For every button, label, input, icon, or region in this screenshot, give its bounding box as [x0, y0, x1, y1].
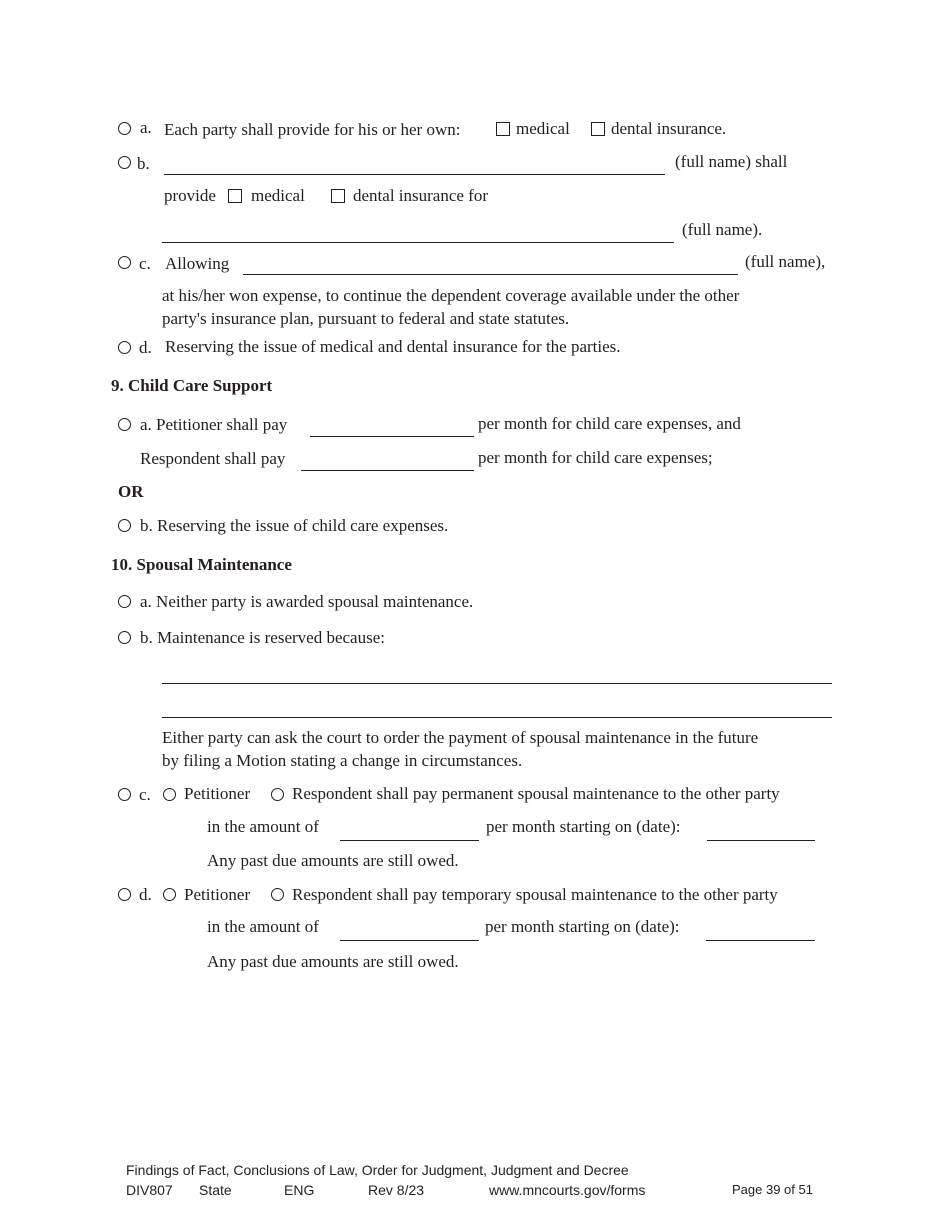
footer-language: ENG	[284, 1182, 315, 1198]
spousal-c-starting-label: per month starting on (date):	[486, 817, 681, 836]
insurance-a-text: Each party shall provide for his or her own:	[164, 120, 461, 139]
spousal-d-starting-label: per month starting on (date):	[485, 917, 680, 936]
spousal-reason-line-1[interactable]	[162, 683, 832, 684]
spousal-d-respondent-text: Respondent shall pay temporary spousal maintenance to the other party	[292, 885, 778, 904]
insurance-b-suffix: (full name) shall	[675, 152, 788, 171]
insurance-b-letter: b.	[137, 154, 150, 173]
spousal-a-label: a. Neither party is awarded spousal maintenance.	[140, 592, 474, 611]
insurance-a-dental-checkbox[interactable]	[591, 122, 605, 136]
insurance-a-radio[interactable]	[118, 122, 131, 135]
insurance-a-letter: a.	[140, 118, 152, 137]
footer-page-number: Page 39 of 51	[732, 1182, 813, 1197]
footer-form-number: DIV807	[126, 1182, 173, 1198]
child-care-a-label: a. Petitioner shall pay	[140, 415, 288, 434]
child-care-b-radio[interactable]	[118, 519, 131, 532]
child-care-b-label: b. Reserving the issue of child care expenses.	[140, 516, 449, 535]
insurance-a-medical-checkbox[interactable]	[496, 122, 510, 136]
child-care-a-radio[interactable]	[118, 418, 131, 431]
spousal-d-amount-label: in the amount of	[207, 917, 319, 936]
spousal-reason-line-2[interactable]	[162, 717, 832, 718]
child-care-heading: 9. Child Care Support	[111, 376, 273, 395]
spousal-c-radio[interactable]	[118, 788, 131, 801]
insurance-d-text: Reserving the issue of medical and dental insurance for the parties.	[165, 337, 621, 356]
child-care-or: OR	[118, 482, 144, 501]
spousal-b-label: b. Maintenance is reserved because:	[140, 628, 385, 647]
spousal-heading: 10. Spousal Maintenance	[111, 555, 292, 574]
child-care-a-suffix: per month for child care expenses, and	[478, 414, 741, 433]
child-care-respondent-amount-field[interactable]	[301, 470, 474, 471]
insurance-b-dependent-name-field[interactable]	[162, 242, 674, 243]
spousal-c-amount-label: in the amount of	[207, 817, 319, 836]
child-care-respondent-suffix: per month for child care expenses;	[478, 448, 713, 467]
footer-title: Findings of Fact, Conclusions of Law, Order for Judgment, Judgment and Decree	[126, 1162, 629, 1178]
spousal-c-respondent-text: Respondent shall pay permanent spousal maintenance to the other party	[292, 784, 780, 803]
insurance-b-radio[interactable]	[118, 156, 131, 169]
insurance-c-radio[interactable]	[118, 256, 131, 269]
insurance-a-dental-label: dental insurance.	[611, 119, 727, 138]
insurance-d-letter: d.	[139, 338, 152, 357]
spousal-note-line2: by filing a Motion stating a change in circumstances.	[162, 751, 523, 770]
child-care-petitioner-amount-field[interactable]	[310, 436, 474, 437]
spousal-d-respondent-radio[interactable]	[271, 888, 284, 901]
insurance-b-dental-label: dental insurance for	[353, 186, 488, 205]
spousal-c-petitioner-label: Petitioner	[184, 784, 251, 803]
insurance-b-medical-checkbox[interactable]	[228, 189, 242, 203]
footer-state: State	[199, 1182, 232, 1198]
spousal-d-amount-field[interactable]	[340, 940, 479, 941]
insurance-b-dental-checkbox[interactable]	[331, 189, 345, 203]
spousal-c-date-field[interactable]	[707, 840, 815, 841]
child-care-respondent-label: Respondent shall pay	[140, 449, 286, 468]
spousal-c-past-due: Any past due amounts are still owed.	[207, 851, 459, 870]
spousal-b-radio[interactable]	[118, 631, 131, 644]
insurance-b-name-field[interactable]	[164, 174, 665, 175]
spousal-d-past-due: Any past due amounts are still owed.	[207, 952, 459, 971]
footer-url[interactable]: www.mncourts.gov/forms	[489, 1182, 646, 1198]
insurance-c-suffix: (full name),	[745, 252, 826, 271]
insurance-c-allowing: Allowing	[165, 254, 230, 273]
insurance-b-suffix2: (full name).	[682, 220, 763, 239]
spousal-note-line1: Either party can ask the court to order the payment of spousal maintenance in the future	[162, 728, 759, 747]
spousal-d-letter: d.	[139, 885, 152, 904]
spousal-c-amount-field[interactable]	[340, 840, 479, 841]
footer-revision: Rev 8/23	[368, 1182, 425, 1198]
spousal-d-radio[interactable]	[118, 888, 131, 901]
spousal-d-petitioner-radio[interactable]	[163, 888, 176, 901]
spousal-a-radio[interactable]	[118, 595, 131, 608]
spousal-c-letter: c.	[139, 785, 151, 804]
insurance-c-line2: party's insurance plan, pursuant to federal and state statutes.	[162, 309, 570, 328]
insurance-d-radio[interactable]	[118, 341, 131, 354]
insurance-c-name-field[interactable]	[243, 274, 738, 275]
insurance-b-provide: provide	[164, 186, 216, 205]
insurance-c-line1: at his/her won expense, to continue the dependent coverage available under the other	[162, 286, 740, 305]
spousal-d-petitioner-label: Petitioner	[184, 885, 251, 904]
spousal-d-date-field[interactable]	[706, 940, 815, 941]
insurance-a-medical-label: medical	[516, 119, 570, 138]
insurance-b-medical-label: medical	[251, 186, 305, 205]
spousal-c-petitioner-radio[interactable]	[163, 788, 176, 801]
spousal-c-respondent-radio[interactable]	[271, 788, 284, 801]
insurance-c-letter: c.	[139, 254, 151, 273]
